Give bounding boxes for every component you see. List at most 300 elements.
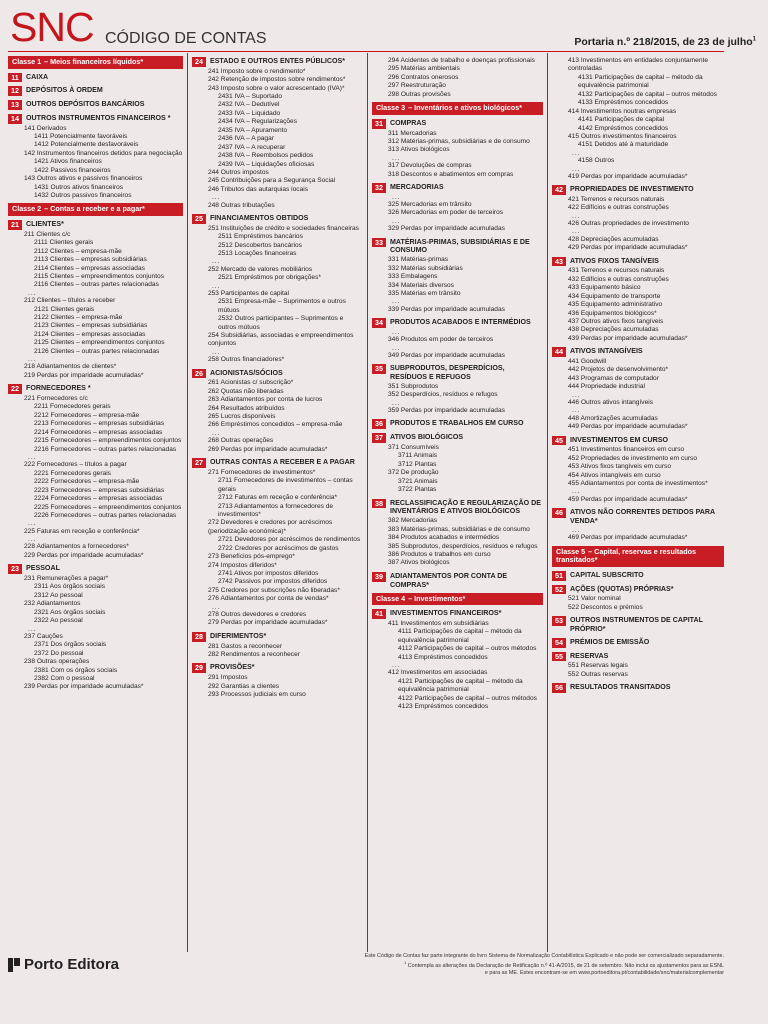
subaccount-item: 231 Remunerações a pagar* <box>24 574 109 582</box>
subaccount-item: 435 Equipamento administrativo <box>568 301 663 309</box>
account-heading <box>552 616 724 634</box>
subaccount-item: 426 Outras propriedades de investimento <box>568 220 689 228</box>
subaccount-item: 262 Quotas não liberadas <box>207 387 284 395</box>
header-rule <box>8 51 724 52</box>
subaccount-item: 2512 Descobertos bancários <box>217 241 302 249</box>
subaccount-item: 2437 IVA – A recuperar <box>217 143 286 151</box>
account-heading <box>552 257 724 267</box>
account-33 <box>372 238 543 315</box>
subaccount-item: 3721 Animais <box>397 477 438 485</box>
account-number-badge: 36 <box>372 419 386 429</box>
account-11 <box>8 73 183 83</box>
subaccount-item: 441 Goodwill <box>568 357 607 365</box>
subaccount-item: 2113 Clientes – empresas subsidiárias <box>34 256 147 264</box>
subaccount-item: 451 Investimentos financeiros em curso <box>568 446 685 454</box>
subaccount-item: 2112 Clientes – empresa-mãe <box>34 247 122 255</box>
account-39 <box>372 572 543 590</box>
subaccount-item: 2382 Com o pessoal <box>34 675 95 682</box>
account-heading <box>192 369 363 379</box>
subaccount-item: 351 Subprodutos <box>387 382 439 390</box>
account-heading <box>552 571 724 581</box>
subaccount-item: 248 Outras tributações <box>207 201 275 209</box>
account-number-badge: 44 <box>552 347 566 357</box>
subaccount-item: 2721 Devedores por acréscimos de rendimentos <box>217 536 361 544</box>
subaccount-item: 265 Lucros disponíveis <box>207 413 276 421</box>
account-number-badge: 27 <box>192 458 206 468</box>
page-subtitle: CÓDIGO DE CONTAS <box>105 30 267 47</box>
class-number: Classe 5 <box>556 546 586 556</box>
subaccount-item: 2431 IVA – Suportado <box>217 93 283 101</box>
account-43 <box>552 257 724 344</box>
subaccount-item: 261 Acionistas c/ subscrição* <box>207 379 294 387</box>
account-heading <box>8 100 183 110</box>
column-3 <box>367 53 547 952</box>
subaccount-item: 297 Reestruturação <box>387 82 446 90</box>
subaccount-item: 455 Adiantamentos por conta de investimentos* <box>568 480 708 487</box>
account-title: OUTROS DEPÓSITOS BANCÁRIOS <box>26 100 145 109</box>
class-label: – Investimentos* <box>408 593 466 603</box>
subaccount-item: 454 Ativos intangíveis em curso <box>568 471 661 479</box>
subaccount-item: 1431 Outros ativos financeiros <box>34 183 124 191</box>
class-banner <box>552 546 724 567</box>
account-26 <box>192 369 363 454</box>
account-heading <box>552 347 724 357</box>
subaccount-item: 1432 Outros passivos financeiros <box>34 192 132 200</box>
account-title: ATIVOS INTANGÍVEIS <box>570 347 643 356</box>
subaccount-item: 3722 Plantas <box>397 486 437 494</box>
account-number-badge: 46 <box>552 508 566 518</box>
subaccount-item: 411 Investimentos em subsidiárias <box>387 619 489 627</box>
subaccount-item: 229 Perdas por imparidade acumuladas* <box>24 551 144 559</box>
account-heading <box>552 585 724 595</box>
subaccount-item: 387 Ativos biológicos <box>387 559 450 567</box>
class-number: Classe 2 <box>12 204 42 214</box>
subaccount-item: 414 Investimentos noutras empresas <box>568 107 677 115</box>
subaccount-item: 291 Impostos <box>207 674 248 682</box>
account-title: AÇÕES (QUOTAS) PRÓPRIAS* <box>570 584 674 593</box>
subaccount-item: 273 Benefícios pós-emprego* <box>207 553 295 561</box>
account-heading <box>552 436 724 446</box>
account-23 <box>8 564 183 692</box>
account-heading <box>552 508 724 526</box>
account-heading <box>8 564 183 574</box>
omitted-entries: ... <box>211 194 221 202</box>
subaccount-item: 2111 Clientes gerais <box>34 239 94 247</box>
subaccount-item: 244 Outros impostos <box>207 168 269 176</box>
subaccount-item: 2372 Do pessoal <box>34 649 84 657</box>
account-number-badge: 13 <box>8 100 22 110</box>
subaccount-item: 412 Investimentos em associadas <box>387 669 488 677</box>
subaccount-item: 311 Mercadorias <box>387 129 437 137</box>
account-title: OUTROS INSTRUMENTOS DE CAPITAL PRÓPRIO* <box>570 616 703 633</box>
account-number-badge: 43 <box>552 257 566 267</box>
account-number-badge: 52 <box>552 585 566 595</box>
subaccount-item: 449 Perdas por imparidade acumuladas* <box>568 423 688 431</box>
subaccount-item: 453 Ativos fixos tangíveis em curso <box>568 463 671 471</box>
subaccount-item: 333 Embalagens <box>387 273 438 281</box>
subaccount-item: 438 Depreciações acumuladas <box>568 326 659 334</box>
subaccount-item: 258 Outros financiadores* <box>207 356 285 364</box>
account-36 <box>372 419 543 429</box>
account-42 <box>552 185 724 252</box>
subaccount-item: 253 Participantes de capital <box>207 289 289 297</box>
subaccount-item: 452 Propriedades de investimento em curso <box>568 454 698 462</box>
subaccount-item: 433 Equipamento básico <box>568 284 641 292</box>
subaccount-item: 2435 IVA – Apuramento <box>217 126 288 134</box>
account-22 <box>8 384 183 560</box>
subaccount-item: 238 Outras operações <box>24 658 90 666</box>
account-number-badge: 37 <box>372 433 386 443</box>
subaccount-item: 429 Perdas por imparidade acumuladas* <box>568 244 688 252</box>
subaccount-item: 439 Perdas por imparidade acumuladas* <box>568 334 688 342</box>
account-number-badge: 29 <box>192 663 206 673</box>
omitted-entries: ... <box>391 399 401 407</box>
subaccount-item: 225 Faturas em receção e conferência* <box>24 527 140 535</box>
account-title: MERCADORIAS <box>389 182 444 191</box>
omitted-entries: ... <box>211 603 221 611</box>
subaccount-item: 522 Descontos e prémios <box>568 603 643 611</box>
subaccount-item: 275 Credores por subscrições não liberadas* <box>207 586 340 594</box>
class-banner <box>372 593 543 606</box>
subaccount-item: 415 Outros investimentos financeiros <box>568 132 677 140</box>
account-title: SUBPRODUTOS, DESPERDÍCIOS, RESÍDUOS E REFUGOS <box>389 364 505 382</box>
omitted-entries: ... <box>28 356 37 364</box>
account-38 <box>372 499 543 568</box>
account-52 <box>552 585 724 613</box>
subaccount-item: 2513 Locações financeiras <box>217 250 297 257</box>
class-label: – Meios financeiros líquidos* <box>44 57 144 66</box>
omitted-entries: ... <box>391 193 401 201</box>
subaccount-item: 2531 Empresa-mãe – Suprimentos e outros mútuos <box>217 298 346 314</box>
subaccount-item: 434 Equipamento de transporte <box>568 292 661 300</box>
subaccount-item: 413 Investimentos em entidades conjuntamente controladas <box>568 57 709 73</box>
omitted-entries: ... <box>28 520 37 528</box>
subaccount-item: 279 Perdas por imparidade acumuladas* <box>207 619 328 627</box>
account-heading <box>372 609 543 619</box>
account-title: FORNECEDORES * <box>26 384 91 393</box>
subaccount-item: 4132 Participações de capital – outros métodos <box>578 90 717 98</box>
subaccount-item: 251 Instituições de crédito e sociedades financeiras <box>207 224 359 232</box>
subaccount-item: 276 Adiantamentos por conta de vendas* <box>207 595 329 603</box>
subaccount-item: 331 Matérias-primas <box>387 256 449 264</box>
subaccount-item: 4158 Outros <box>578 157 615 165</box>
portaria-text: Portaria n.º 218/2015, de 23 de julho <box>574 36 753 48</box>
subaccount-item: 1422 Passivos financeiros <box>34 166 111 174</box>
class-banner <box>8 203 183 216</box>
account-title: OUTRAS CONTAS A RECEBER E A PAGAR <box>209 458 355 467</box>
class-label: – Capital, reservas e resultados transitados* <box>556 546 697 565</box>
class-number: Classe 1 <box>12 57 42 66</box>
account-title: CAIXA <box>26 72 49 81</box>
account-heading <box>192 458 363 468</box>
account-number-badge: 32 <box>372 183 386 193</box>
account-25 <box>192 214 363 365</box>
subaccount-item: 4112 Participações de capital – outros métodos <box>397 645 537 653</box>
account-title: PESSOAL <box>26 564 60 573</box>
subaccount-item: 4121 Participações de capital – método da equivalência patrimonial <box>397 677 523 694</box>
account-number-badge: 53 <box>552 616 566 626</box>
subaccount-item: 263 Adiantamentos por conta de lucros <box>207 396 323 404</box>
subaccount-item: 446 Outros ativos intangíveis <box>568 398 654 406</box>
account-number-badge: 51 <box>552 571 566 581</box>
account-number-badge: 34 <box>372 318 386 328</box>
account-45 <box>552 436 724 505</box>
subaccount-item: 2224 Fornecedores – empresas associadas <box>34 495 163 503</box>
omitted-entries: ... <box>572 212 581 220</box>
omitted-entries: ... <box>572 391 581 399</box>
column-2 <box>187 53 367 952</box>
subaccount-item: 294 Acidentes de trabalho e doenças profissionais <box>387 57 535 64</box>
omitted-entries: ... <box>572 228 581 236</box>
subaccount-item: 228 Adiantamentos a fornecedores* <box>24 543 129 551</box>
subaccount-item: 419 Perdas por imparidade acumuladas* <box>568 172 688 180</box>
subaccount-item: 422 Edifícios e outras construções <box>568 204 669 212</box>
footer-note-line-2-text: Contempla as alterações da Declaração de Retificação n.º 41-A/2015, de 21 de setembro. Não inclui os ajustamentos para as ESNL <box>407 962 724 969</box>
account-44 <box>552 347 724 431</box>
account-35 <box>372 364 543 415</box>
subaccount-item: 295 Matérias ambientais <box>387 65 460 73</box>
account-title: RESERVAS <box>570 651 609 660</box>
subaccount-item: 2223 Fornecedores – empresas subsidiárias <box>34 486 165 494</box>
subaccount-item: 346 Produtos em poder de terceiros <box>387 336 494 344</box>
account-number-badge: 56 <box>552 683 566 693</box>
publisher-logo <box>8 956 119 973</box>
subaccount-item: 1411 Potencialmente favoráveis <box>34 132 128 140</box>
account-title: ACIONISTAS/SÓCIOS <box>209 368 283 377</box>
snc-title: SNC <box>10 4 94 50</box>
account-title: COMPRAS <box>389 118 427 127</box>
account-heading <box>552 185 724 195</box>
subaccount-item: 2711 Fornecedores de investimentos – contas gerais <box>217 477 353 493</box>
continued-subaccounts <box>552 57 724 181</box>
subaccount-item: 312 Matérias-primas, subsidiárias e de consumo <box>387 137 530 145</box>
omitted-entries: ... <box>391 154 401 162</box>
account-title: MATÉRIAS-PRIMAS, SUBSIDIÁRIAS E DE CONSUMO <box>389 237 530 255</box>
subaccount-item: 2122 Clientes – empresa-mãe <box>34 314 123 321</box>
account-number-badge: 28 <box>192 632 206 642</box>
class-banner <box>372 102 543 115</box>
class-number: Classe 3 <box>375 103 406 113</box>
account-title: FINANCIAMENTOS OBTIDOS <box>209 213 309 222</box>
subaccount-item: 1412 Potencialmente desfavoráveis <box>34 141 139 149</box>
subaccount-item: 266 Empréstimos concedidos – empresa-mãe <box>207 421 343 429</box>
account-37 <box>372 433 543 494</box>
account-27 <box>192 458 363 628</box>
account-29 <box>192 663 363 699</box>
subaccount-item: 552 Outras reservas <box>568 670 628 678</box>
subaccount-item: 2125 Clientes – empreendimentos conjuntos <box>34 339 165 347</box>
account-56 <box>552 683 724 693</box>
subaccount-item: 2371 Dos órgãos sociais <box>34 641 107 649</box>
porto-editora-logo-icon <box>8 958 20 972</box>
footer-note-line-1: Este Código de Contas faz parte integrante do livro Sistema de Normalização Contabilística Explicado e não pode ser comercializado separadamente. <box>364 953 724 959</box>
subaccount-item: 2742 Passivos por impostos diferidos <box>217 578 328 586</box>
account-24 <box>192 57 363 210</box>
footer-note-mark: 1 <box>403 960 407 966</box>
portaria-footnote-mark: 1 <box>752 36 756 43</box>
subaccount-item: 326 Mercadorias em poder de terceiros <box>387 209 504 217</box>
subaccount-item: 421 Terrenos e recursos naturais <box>568 195 665 203</box>
subaccount-item: 2432 IVA – Dedutível <box>217 101 280 109</box>
subaccount-item: 271 Fornecedores de investimentos* <box>207 468 316 476</box>
account-12 <box>8 86 183 96</box>
account-32 <box>372 183 543 234</box>
account-heading <box>552 638 724 648</box>
subaccount-item: 382 Mercadorias <box>387 517 438 525</box>
account-title: DEPÓSITOS À ORDEM <box>26 86 103 95</box>
class-label: – Contas a receber e a pagar* <box>44 204 145 214</box>
account-heading <box>192 663 363 673</box>
account-number-badge: 22 <box>8 384 22 394</box>
subaccount-item: 2322 Ao pessoal <box>34 617 83 625</box>
account-number-badge: 42 <box>552 185 566 195</box>
subaccount-item: 2722 Credores por acréscimos de gastos <box>217 544 339 552</box>
subaccount-item: 2213 Fornecedores – empresas subsidiárias <box>34 420 165 428</box>
subaccount-item: 444 Propriedade industrial <box>568 383 645 391</box>
column-1 <box>8 53 187 952</box>
subaccount-item: 2312 Ao pessoal <box>34 591 83 599</box>
subaccount-item: 2532 Outros participantes – Suprimentos e outros mútuos <box>217 315 344 331</box>
subaccount-item: 2116 Clientes – outras partes relacionadas <box>34 281 159 289</box>
subaccount-item: 2433 IVA – Liquidado <box>217 109 281 117</box>
omitted-entries: ... <box>391 662 401 670</box>
omitted-entries: ... <box>391 344 401 352</box>
account-title: ADIANTAMENTOS POR CONTA DE COMPRAS* <box>389 571 508 589</box>
account-title: PROPRIEDADES DE INVESTIMENTO <box>570 185 694 194</box>
account-number-badge: 26 <box>192 369 206 379</box>
subaccount-item: 2214 Fornecedores – empresas associadas <box>34 428 163 436</box>
account-number-badge: 39 <box>372 572 386 582</box>
subaccount-item: 243 Imposto sobre o valor acrescentado (IVA)* <box>207 84 345 92</box>
subaccount-item: 237 Cauções <box>24 632 63 640</box>
subaccount-item: 437 Outros ativos fixos tangíveis <box>568 317 664 325</box>
account-title: ESTADO E OUTROS ENTES PÚBLICOS* <box>209 57 346 65</box>
subaccount-item: 296 Contratos onerosos <box>387 73 459 81</box>
subaccount-item: 2212 Fornecedores – empresa-mãe <box>34 411 140 419</box>
account-title: RECLASSIFICAÇÃO E REGULARIZAÇÃO DE INVENTÁRIOS E ATIVOS BIOLÓGICOS <box>389 498 541 516</box>
subaccount-item: 442 Projetos de desenvolvimento* <box>568 366 669 374</box>
subaccount-item: 241 Imposto sobre o rendimento* <box>207 67 306 75</box>
subaccount-item: 2124 Clientes – empresas associadas <box>34 330 146 338</box>
omitted-entries: ... <box>28 289 37 297</box>
subaccount-item: 2215 Fornecedores – empreendimentos conjuntos <box>34 437 182 445</box>
account-heading <box>192 214 363 224</box>
subaccount-item: 239 Perdas por imparidade acumuladas* <box>24 683 144 691</box>
account-heading <box>372 419 543 429</box>
subaccount-item: 4141 Participações de capital <box>578 116 665 124</box>
subaccount-item: 245 Contribuições para a Segurança Social <box>207 177 336 185</box>
account-number-badge: 55 <box>552 652 566 662</box>
subaccount-item: 2438 IVA – Reembolsos pedidos <box>217 152 314 160</box>
subaccount-item: 282 Rendimentos a reconhecer <box>207 651 300 659</box>
account-heading <box>372 183 543 193</box>
subaccount-item: 352 Desperdícios, resíduos e refugos <box>387 391 498 399</box>
account-number-badge: 41 <box>372 609 386 619</box>
subaccount-item: 254 Subsidiárias, associadas e empreendimentos conjuntos <box>207 332 354 348</box>
subaccount-item: 4113 Empréstimos concedidos <box>397 653 488 661</box>
account-heading <box>8 114 183 124</box>
subaccount-item: 318 Descontos e abatimentos em compras <box>387 170 514 178</box>
subaccount-item: 292 Garantias a clientes <box>207 682 280 690</box>
subaccount-item: 2713 Adiantamentos a fornecedores de investimentos* <box>217 502 334 518</box>
account-number-badge: 54 <box>552 638 566 648</box>
portaria-reference <box>574 36 756 48</box>
subaccount-item: 268 Outras operações <box>207 437 274 445</box>
omitted-entries: ... <box>211 258 221 266</box>
subaccount-item: 218 Adiantamentos de clientes* <box>24 363 117 371</box>
account-heading <box>372 364 543 382</box>
omitted-entries: ... <box>211 429 221 437</box>
subaccount-item: 372 De produção <box>387 469 439 477</box>
subaccount-item: 4142 Empréstimos concedidos <box>578 124 669 132</box>
account-51 <box>552 571 724 581</box>
subaccount-item: 4133 Empréstimos concedidos <box>578 99 669 107</box>
subaccount-item: 2741 Ativos por impostos diferidos <box>217 570 319 577</box>
account-title: ATIVOS BIOLÓGICOS <box>389 433 464 442</box>
account-number-badge: 33 <box>372 238 386 248</box>
subaccount-item: 274 Impostos diferidos* <box>207 561 277 569</box>
account-number-badge: 35 <box>372 364 386 374</box>
account-title: CAPITAL SUBSCRITO <box>570 570 644 579</box>
account-title: ATIVOS FIXOS TANGÍVEIS <box>570 256 659 265</box>
account-heading <box>372 499 543 517</box>
subaccount-item: 2311 Aos órgãos sociais <box>34 583 105 591</box>
footer-note <box>270 953 724 977</box>
subaccount-item: 2321 Aos órgãos sociais <box>34 608 106 616</box>
account-heading <box>552 683 724 693</box>
subaccount-item: 2121 Clientes gerais <box>34 305 95 313</box>
account-heading <box>372 119 543 129</box>
subaccount-item: 335 Matérias em trânsito <box>387 289 461 297</box>
subaccount-item: 2521 Empréstimos por obrigações* <box>217 274 321 282</box>
omitted-entries: ... <box>572 149 581 157</box>
account-number-badge: 21 <box>8 220 22 230</box>
subaccount-item: 2126 Clientes – outras partes relacionadas <box>34 347 160 355</box>
subaccount-item: 428 Depreciações acumuladas <box>568 235 659 243</box>
subaccount-item: 431 Terrenos e recursos naturais <box>568 267 665 275</box>
account-number-badge: 38 <box>372 499 386 509</box>
account-heading <box>192 632 363 642</box>
account-title: INVESTIMENTOS EM CURSO <box>570 435 669 444</box>
subaccount-item: 219 Perdas por imparidade acumuladas* <box>24 371 144 379</box>
account-number-badge: 14 <box>8 114 22 124</box>
column-4 <box>547 53 724 952</box>
account-number-badge: 45 <box>552 436 566 446</box>
account-number-badge: 25 <box>192 214 206 224</box>
page-header <box>0 0 768 52</box>
subaccount-item: 2511 Empréstimos bancários <box>217 233 303 241</box>
account-number-badge: 11 <box>8 73 22 83</box>
omitted-entries: ... <box>572 407 581 415</box>
subaccount-item: 232 Adiantamentos <box>24 600 81 608</box>
account-21 <box>8 220 183 380</box>
account-54 <box>552 638 724 648</box>
account-55 <box>552 652 724 680</box>
account-heading <box>552 652 724 662</box>
subaccount-item: 459 Perdas por imparidade acumuladas* <box>568 495 688 503</box>
subaccount-item: 385 Subprodutos, desperdícios, resíduos e refugos <box>387 542 538 550</box>
account-heading <box>192 57 363 67</box>
subaccount-item: 143 Outros ativos e passivos financeiros <box>24 175 143 183</box>
subaccount-item: 317 Devoluções de compras <box>387 162 472 170</box>
subaccount-item: 2221 Fornecedores gerais <box>34 469 111 477</box>
subaccount-item: 2712 Faturas em receção e conferência* <box>217 494 338 502</box>
subaccount-item: 2436 IVA – A pagar <box>217 135 274 143</box>
subaccount-item: 349 Perdas por imparidade acumuladas <box>387 351 505 359</box>
subaccount-item: 334 Materiais diversos <box>387 281 454 289</box>
subaccount-item: 2216 Fornecedores – outras partes relacionadas <box>34 445 177 453</box>
account-title: RESULTADOS TRANSITADOS <box>570 683 671 692</box>
